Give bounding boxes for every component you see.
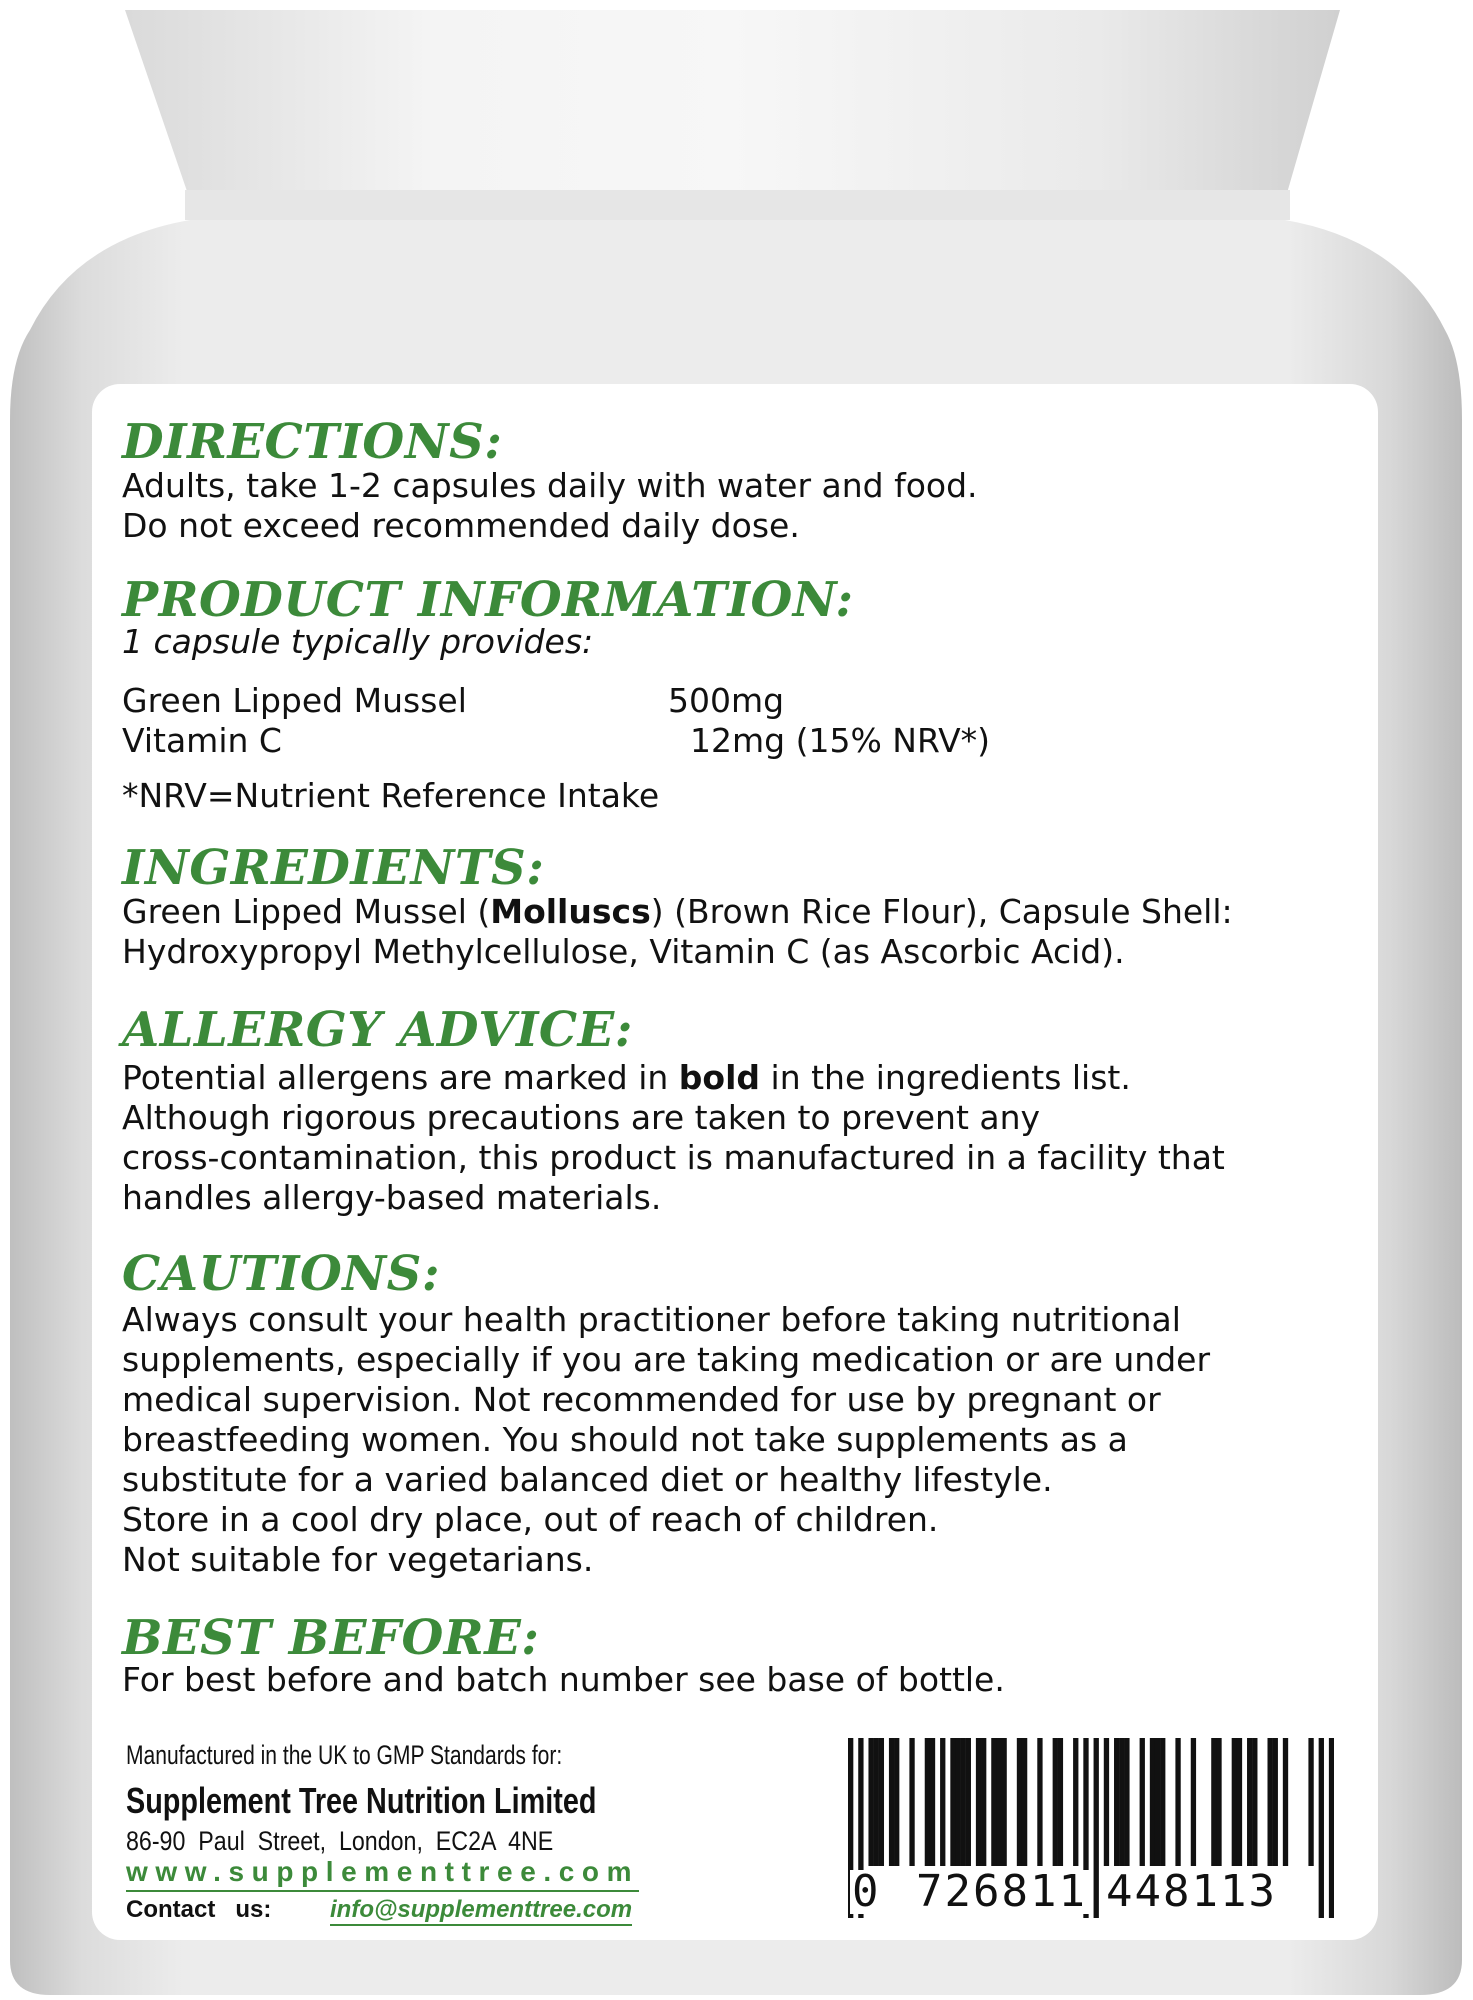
barcode-bar — [966, 1738, 971, 1866]
cautions-line-5: substitute for a varied balanced diet or healthy lifestyle. — [122, 1460, 1053, 1499]
cautions-line-1: Always consult your health practitioner before taking nutritional — [122, 1300, 1181, 1339]
company-address: 86-90 Paul Street, London, EC2A 4NE — [126, 1826, 554, 1856]
product-information-heading: PRODUCT INFORMATION: — [122, 572, 854, 628]
barcode-bar — [1175, 1738, 1180, 1866]
website-link[interactable]: www.supplementtree.com — [126, 1856, 639, 1892]
directions-line-1: Adults, take 1-2 capsules daily with water and food. — [122, 466, 978, 505]
directions-line-2: Do not exceed recommended daily dose. — [122, 506, 800, 545]
product-information-subheading: 1 capsule typically provides: — [122, 622, 594, 661]
barcode-bar — [1211, 1738, 1216, 1866]
nutrient-name-1: Green Lipped Mussel — [122, 681, 467, 720]
barcode-bar — [940, 1738, 945, 1866]
barcode-bar — [930, 1738, 935, 1866]
ingredients-line-2: Hydroxypropyl Methylcellulose, Vitamin C (as Ascorbic Acid). — [122, 932, 1125, 971]
cautions-line-4: breastfeeding women. You should not take supplements as a — [122, 1420, 1128, 1459]
allergy-line-1 — [122, 1058, 1225, 1098]
allergy-advice-heading: ALLERGY ADVICE: — [122, 1002, 633, 1058]
barcode-bar — [1191, 1738, 1196, 1866]
ingredients-text — [122, 892, 1233, 972]
barcode-bar — [955, 1738, 960, 1866]
barcode-left-digits: 726811 — [916, 1866, 1087, 1917]
barcode-bar — [1232, 1738, 1237, 1866]
barcode-bar — [909, 1738, 914, 1866]
nutrient-name-2: Vitamin C — [122, 721, 282, 760]
barcode-bar — [874, 1738, 879, 1866]
nrv-footnote: *NRV=Nutrient Reference Intake — [122, 776, 660, 815]
cautions-heading: CAUTIONS: — [122, 1246, 441, 1302]
barcode-bar — [879, 1738, 884, 1866]
ingredients-suffix: ) (Brown Rice Flour), Capsule Shell: — [650, 892, 1233, 931]
allergy-line-3: cross-contamination, this product is manufactured in a facility that — [122, 1138, 1225, 1177]
nutrient-amount-1: 500mg — [668, 681, 785, 720]
ingredients-heading: INGREDIENTS: — [122, 840, 545, 896]
barcode-bar — [1053, 1738, 1058, 1866]
barcode-bar — [1001, 1738, 1006, 1866]
allergy-bold-word: bold — [678, 1058, 761, 1097]
barcode-bar — [1329, 1738, 1334, 1918]
barcode-bar — [1308, 1738, 1313, 1866]
cautions-line-2: supplements, especially if you are taking medication or are under — [122, 1340, 1211, 1379]
ingredients-prefix: Green Lipped Mussel ( — [122, 892, 491, 931]
allergy-prefix: Potential allergens are marked in — [122, 1058, 679, 1097]
barcode-bar — [1247, 1738, 1252, 1866]
barcode-bar — [1150, 1738, 1155, 1866]
barcode-bar — [1252, 1738, 1257, 1866]
barcode-bar — [950, 1738, 955, 1866]
barcode-bar — [1267, 1738, 1272, 1866]
barcode-bar — [1319, 1738, 1324, 1918]
contact-label: Contact us: — [126, 1896, 272, 1923]
barcode-bar — [981, 1738, 986, 1866]
directions-text — [122, 466, 978, 546]
barcode-bar — [1058, 1738, 1063, 1866]
barcode-right-digits: 448113 — [1106, 1866, 1277, 1917]
barcode-bar — [1104, 1738, 1109, 1866]
best-before-text: For best before and batch number see base of bottle. — [122, 1660, 1005, 1699]
allergy-suffix: in the ingredients list. — [760, 1058, 1131, 1097]
barcode-bar — [976, 1738, 981, 1866]
email-link[interactable]: info@supplementtree.com — [330, 1896, 632, 1926]
nutrient-amount-2: 12mg (15% NRV*) — [690, 721, 991, 760]
ingredients-line-1 — [122, 892, 1233, 932]
allergy-line-4: handles allergy-based materials. — [122, 1178, 662, 1217]
cautions-text — [122, 1300, 1210, 1580]
best-before-heading: BEST BEFORE: — [122, 1610, 540, 1666]
barcode-bar — [925, 1738, 930, 1866]
barcode-bar — [889, 1738, 894, 1866]
barcode-bar — [991, 1738, 996, 1866]
barcode-lead-digit: 0 — [852, 1866, 879, 1917]
manufactured-line: Manufactured in the UK to GMP Standards for: — [126, 1740, 563, 1770]
barcode-bar — [996, 1738, 1001, 1866]
barcode-bar — [894, 1738, 899, 1866]
barcode-bar — [1094, 1738, 1099, 1918]
barcode-bar — [961, 1738, 966, 1866]
barcode-bar — [1283, 1738, 1288, 1866]
allergy-advice-text — [122, 1058, 1225, 1218]
barcode-bar — [1073, 1738, 1078, 1866]
barcode-bar — [1124, 1738, 1129, 1866]
barcode-bar — [1216, 1738, 1221, 1866]
company-name: Supplement Tree Nutrition Limited — [126, 1780, 597, 1821]
allergen-molluscs: Molluscs — [490, 892, 651, 931]
bottle-cap — [125, 10, 1340, 200]
barcode-bar — [1155, 1738, 1160, 1866]
barcode-bar — [868, 1738, 873, 1866]
barcode-bar — [1022, 1738, 1027, 1866]
barcode-bar — [1160, 1738, 1165, 1866]
barcode-bar — [1237, 1738, 1242, 1866]
directions-heading: DIRECTIONS: — [122, 414, 503, 470]
cautions-line-3: medical supervision. Not recommended for use by pregnant or — [122, 1380, 1161, 1419]
barcode-bar — [1273, 1738, 1278, 1866]
barcode-bar — [1037, 1738, 1042, 1866]
bottle-neck — [185, 190, 1290, 220]
barcode-bar — [1140, 1738, 1145, 1866]
barcode-bar — [1017, 1738, 1022, 1866]
cautions-line-6: Store in a cool dry place, out of reach of children. — [122, 1500, 939, 1539]
barcode-bar — [1119, 1738, 1124, 1866]
allergy-line-2: Although rigorous precautions are taken to prevent any — [122, 1098, 1041, 1137]
cautions-line-7: Not suitable for vegetarians. — [122, 1540, 594, 1579]
barcode-bar — [1114, 1738, 1119, 1866]
